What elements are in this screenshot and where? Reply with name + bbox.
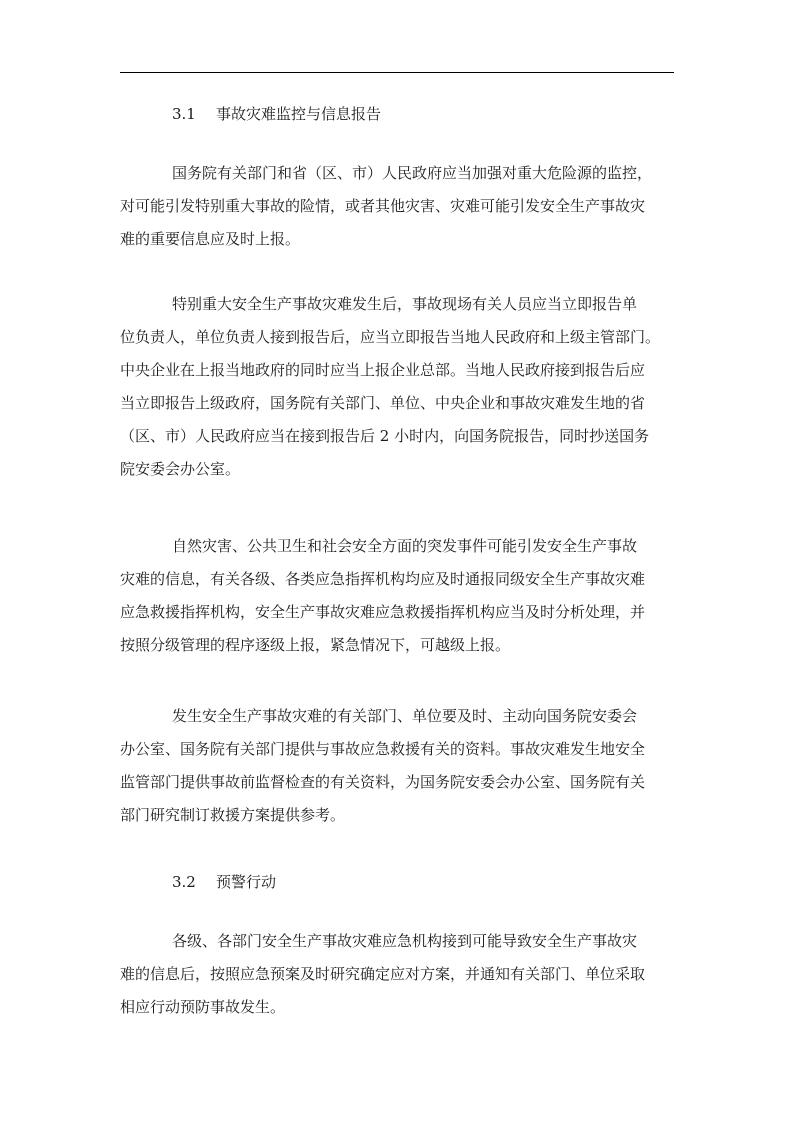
paragraph-line: 国务院有关部门和省（区、市）人民政府应当加强对重大危险源的监控， (172, 164, 653, 182)
paragraph-line: 当立即报告上级政府，国务院有关部门、单位、中央企业和事故灾难发生地的省 (120, 394, 646, 412)
paragraph-line: 部门研究制订救援方案提供参考。 (120, 806, 346, 824)
paragraph-line: 灾难的信息，有关各级、各类应急指挥机构均应及时通报同级安全生产事故灾难 (120, 570, 646, 588)
paragraph-line: 发生安全生产事故灾难的有关部门、单位要及时、主动向国务院安委会 (172, 707, 638, 725)
paragraph (120, 157, 676, 256)
paragraph-line: 监管部门提供事故前监督检查的有关资料，为国务院安委会办公室、国务院有关 (120, 773, 646, 791)
paragraph (120, 700, 676, 832)
paragraph-line: 应急救援指挥机构，安全生产事故灾难应急救援指挥机构应当及时分析处理，并 (120, 603, 646, 621)
paragraph-line: （区、市）人民政府应当在接到报告后 2 小时内，向国务院报告，同时抄送国务 (120, 427, 650, 445)
header-rule (120, 72, 674, 73)
section-title: 事故灾难监控与信息报告 (216, 105, 382, 123)
paragraph-line: 按照分级管理的程序逐级上报，紧急情况下，可越级上报。 (120, 636, 511, 654)
paragraph-line: 位负责人，单位负责人接到报告后，应当立即报告当地人民政府和上级主管部门。 (120, 328, 661, 346)
section-heading-3-2 (120, 866, 676, 899)
paragraph-line: 自然灾害、公共卫生和社会安全方面的突发事件可能引发安全生产事故 (172, 537, 638, 555)
paragraph-line: 相应行动预防事故发生。 (120, 998, 286, 1016)
paragraph (120, 530, 676, 662)
paragraph-line: 对可能引发特别重大事故的险情，或者其他灾害、灾难可能引发安全生产事故灾 (120, 197, 646, 215)
section-number: 3.1 (172, 105, 196, 123)
paragraph-line: 中央企业在上报当地政府的同时应当上报企业总部。当地人民政府接到报告后应 (120, 361, 646, 379)
paragraph (120, 925, 676, 1024)
section-number: 3.2 (172, 873, 196, 891)
paragraph-line: 难的信息后，按照应急预案及时研究确定应对方案，并通知有关部门、单位采取 (120, 965, 646, 983)
paragraph (120, 288, 676, 486)
paragraph-line: 各级、各部门安全生产事故灾难应急机构接到可能导致安全生产事故灾 (172, 932, 638, 950)
paragraph-line: 办公室、国务院有关部门提供与事故应急救援有关的资料。事故灾难发生地安全 (120, 740, 646, 758)
section-title: 预警行动 (216, 873, 277, 891)
paragraph-line: 难的重要信息应及时上报。 (120, 230, 301, 248)
paragraph-line: 特别重大安全生产事故灾难发生后，事故现场有关人员应当立即报告单 (172, 295, 638, 313)
paragraph-line: 院安委会办公室。 (120, 460, 241, 478)
section-heading-3-1 (120, 98, 676, 131)
